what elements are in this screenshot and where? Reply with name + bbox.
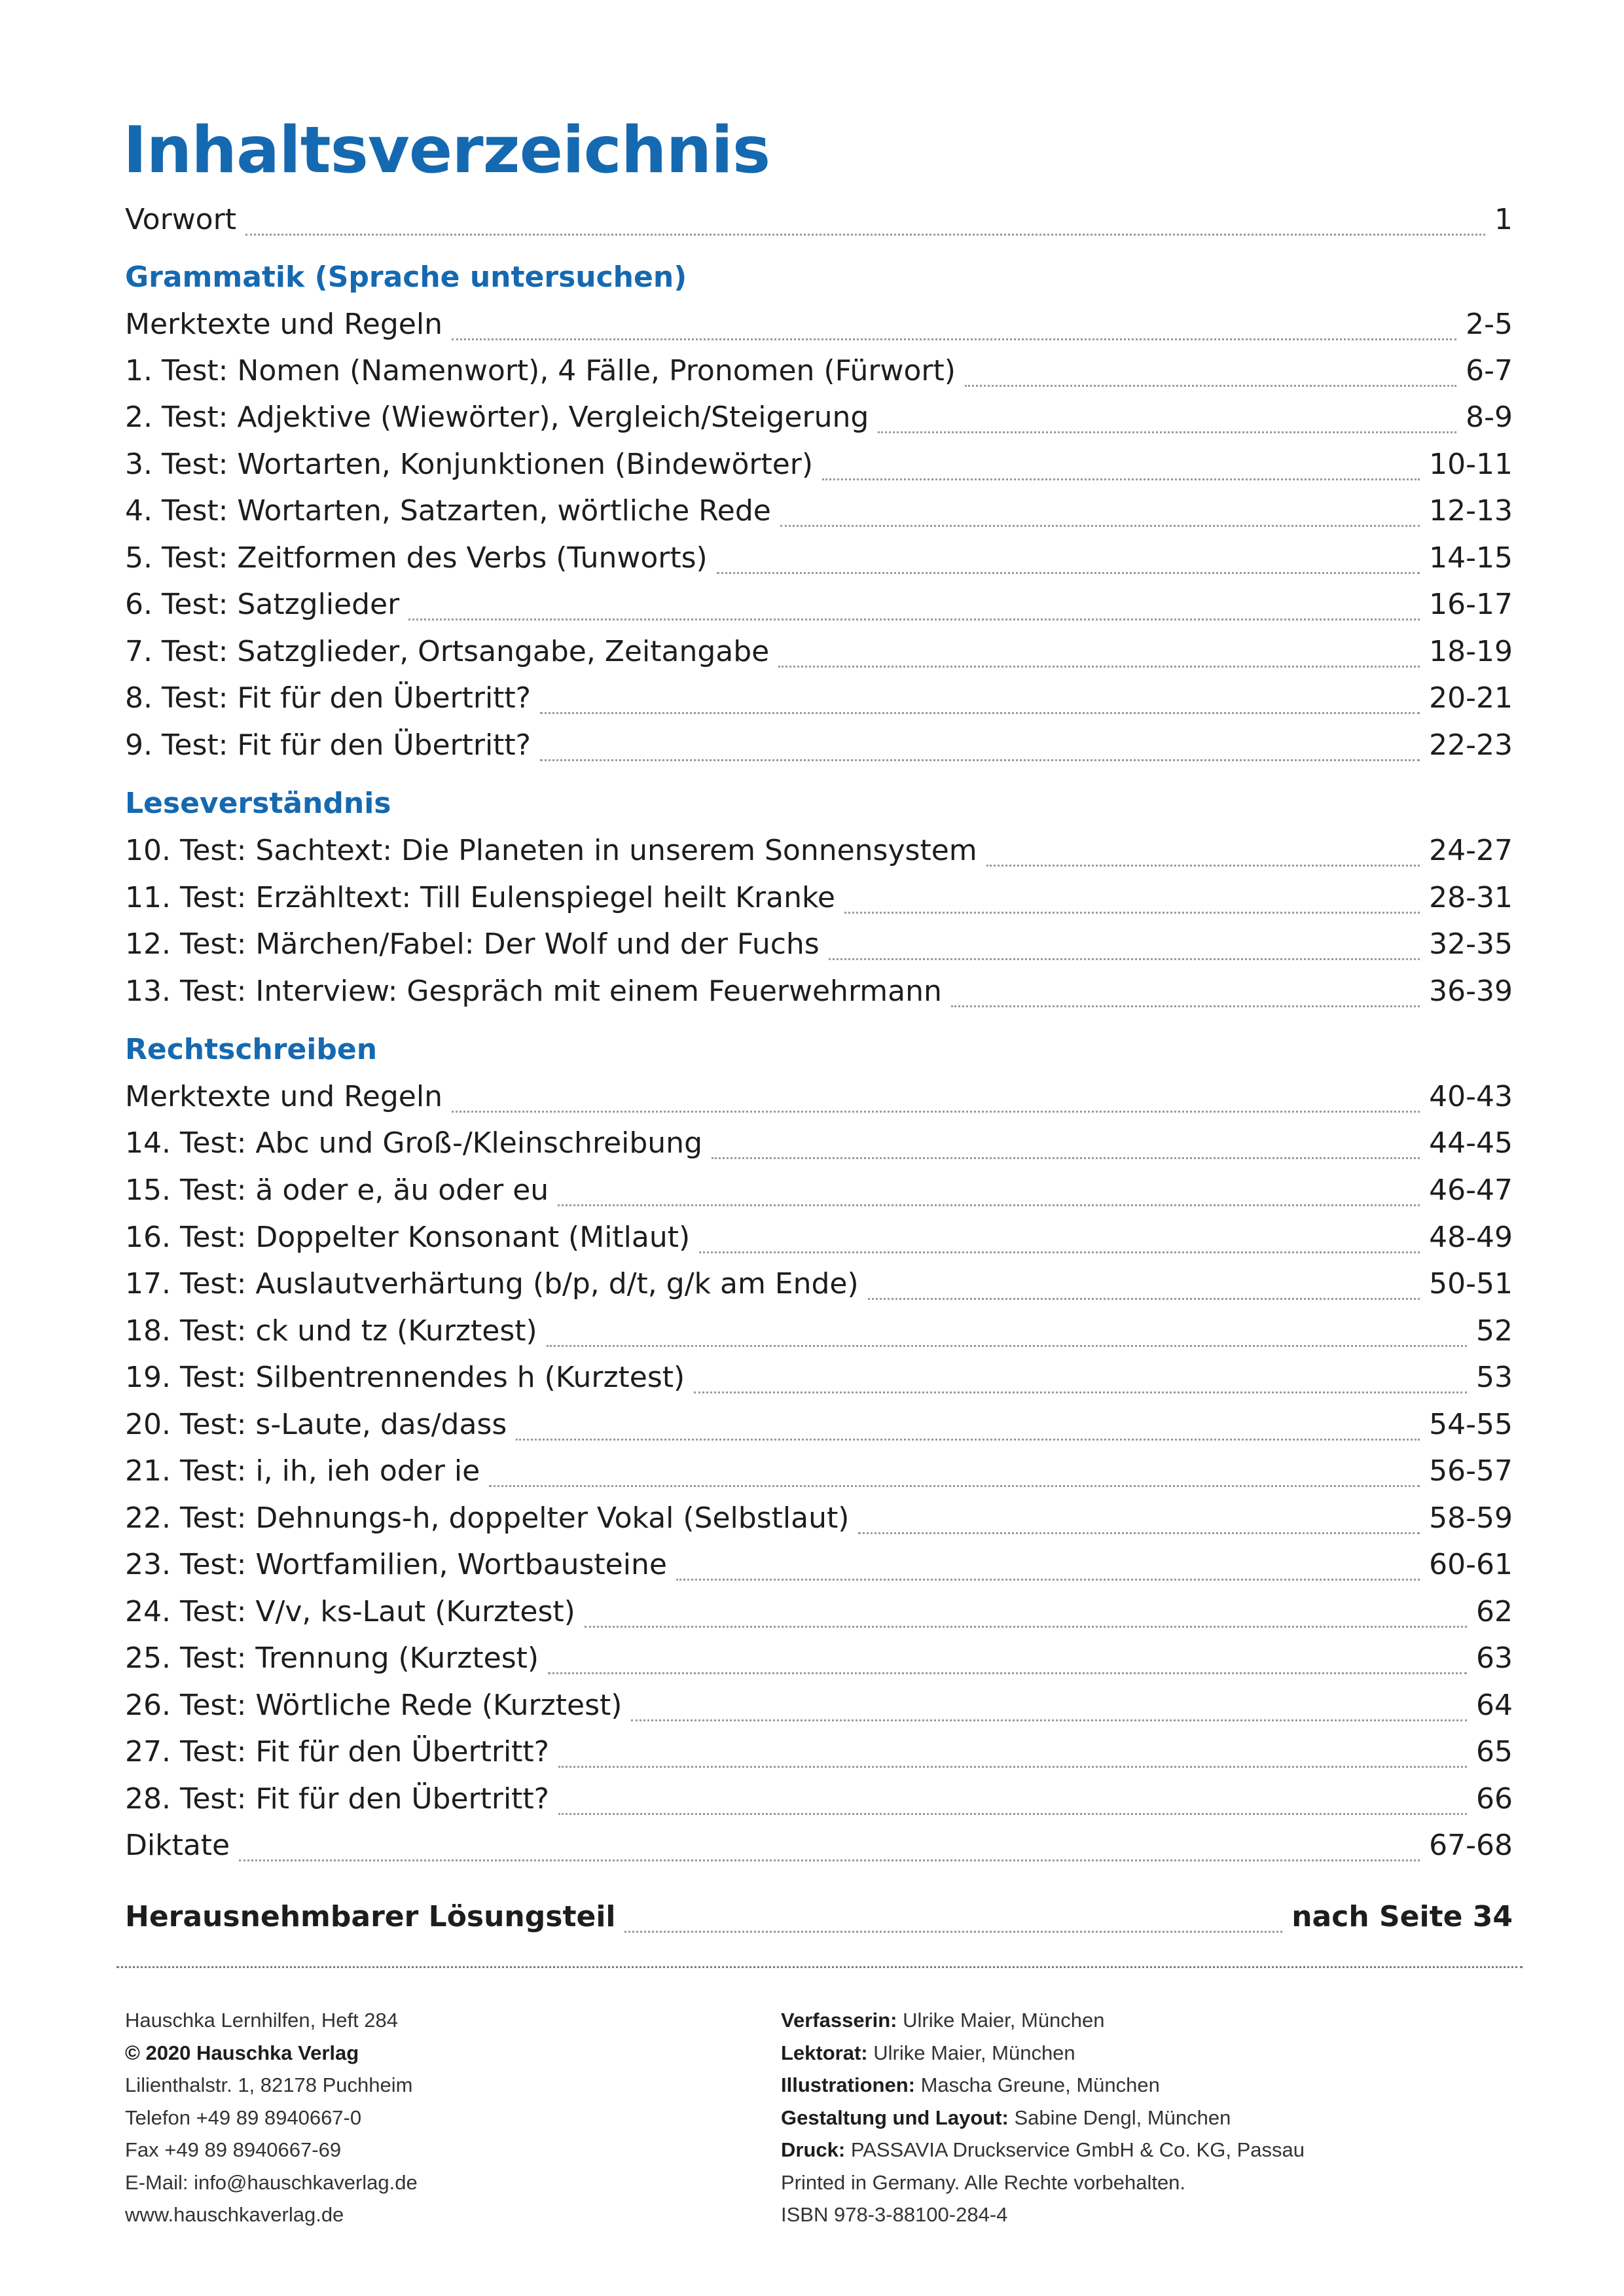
dot-leader xyxy=(858,1522,1420,1534)
toc-entry[interactable] xyxy=(125,1635,1513,1682)
toc-entry-label: 4. Test: Wortarten, Satzarten, wörtliche Rede xyxy=(125,494,771,528)
toc-entry-label: 10. Test: Sachtext: Die Planeten in unserem Sonnensystem xyxy=(125,834,977,867)
toc-entry-page: 46-47 xyxy=(1429,1174,1513,1207)
imprint-printed-in: Printed in Germany. Alle Rechte vorbehalten. xyxy=(781,2170,1186,2194)
toc-entry-page: 60-61 xyxy=(1429,1548,1513,1581)
toc-entry-page: 20-21 xyxy=(1429,681,1513,715)
imprint-author-value: Ulrike Maier, München xyxy=(903,2009,1105,2032)
dot-leader xyxy=(558,1194,1420,1206)
toc-entry[interactable] xyxy=(125,1682,1513,1729)
dot-leader xyxy=(951,995,1420,1007)
dot-leader xyxy=(540,749,1420,761)
imprint-website[interactable]: www.hauschkaverlag.de xyxy=(125,2203,344,2226)
dot-leader xyxy=(624,1920,1282,1933)
toc-entry-page: 28-31 xyxy=(1429,881,1513,914)
toc-entry[interactable] xyxy=(125,488,1513,535)
imprint-isbn: ISBN 978-3-88100-284-4 xyxy=(781,2203,1008,2226)
toc-entry-label: 23. Test: Wortfamilien, Wortbausteine xyxy=(125,1548,667,1581)
section-heading-leseverstaendnis: Leseverständnis xyxy=(125,787,391,820)
toc-entry-label: 8. Test: Fit für den Übertritt? xyxy=(125,681,532,715)
toc-entry[interactable] xyxy=(125,581,1513,628)
toc-entry-label: 21. Test: i, ih, ieh oder ie xyxy=(125,1454,480,1488)
imprint-illustrations xyxy=(781,2069,1305,2102)
toc-entry-label: 1. Test: Nomen (Namenwort), 4 Fälle, Pronomen (Fürwort) xyxy=(125,354,956,387)
dot-leader xyxy=(489,1475,1420,1487)
toc-entry-page: 44-45 xyxy=(1429,1126,1513,1160)
toc-entry-label: 11. Test: Erzähltext: Till Eulenspiegel heilt Kranke xyxy=(125,881,835,914)
imprint-print-label: Druck: xyxy=(781,2138,846,2161)
imprint-design-label: Gestaltung und Layout: xyxy=(781,2106,1009,2129)
imprint-editor-label: Lektorat: xyxy=(781,2041,868,2064)
dot-leader xyxy=(717,562,1420,574)
toc-entry-page: 32-35 xyxy=(1429,927,1513,961)
toc-entry[interactable] xyxy=(125,1401,1513,1448)
imprint-author-label: Verfasserin: xyxy=(781,2009,897,2032)
imprint-design-value: Sabine Dengl, München xyxy=(1014,2106,1231,2129)
toc-entry-label: 17. Test: Auslautverhärtung (b/p, d/t, g/k am Ende) xyxy=(125,1267,859,1300)
toc-entry-page: 65 xyxy=(1476,1735,1513,1768)
toc-entry-page: 1 xyxy=(1494,203,1513,236)
toc-entry-page: 58-59 xyxy=(1429,1501,1513,1535)
toc-entry[interactable] xyxy=(125,1495,1513,1542)
imprint-fax: Fax +49 89 8940667-69 xyxy=(125,2138,342,2161)
dot-leader xyxy=(868,1287,1420,1300)
toc-entry[interactable] xyxy=(125,968,1513,1015)
toc-entry-page: 2-5 xyxy=(1466,308,1513,341)
toc-entry[interactable] xyxy=(125,675,1513,722)
imprint-illustrations-value: Mascha Greune, München xyxy=(920,2073,1160,2096)
imprint-copyright: © 2020 Hauschka Verlag xyxy=(125,2041,359,2064)
toc-entry-page: 6-7 xyxy=(1466,354,1513,387)
toc-entry-label: 28. Test: Fit für den Übertritt? xyxy=(125,1782,550,1816)
dot-leader xyxy=(547,1335,1467,1347)
toc-entry[interactable] xyxy=(125,874,1513,922)
toc-entry-label: 26. Test: Wörtliche Rede (Kurztest) xyxy=(125,1689,623,1722)
dot-leader xyxy=(878,421,1456,433)
toc-entry-page: 12-13 xyxy=(1429,494,1513,528)
toc-entry-page: 62 xyxy=(1476,1595,1513,1628)
toc-entry[interactable] xyxy=(125,827,1513,874)
section-heading-grammatik: Grammatik (Sprache untersuchen) xyxy=(125,260,687,294)
toc-entry-label: 24. Test: V/v, ks-Laut (Kurztest) xyxy=(125,1595,575,1628)
toc-entry[interactable] xyxy=(125,348,1513,395)
toc-entry[interactable] xyxy=(125,722,1513,769)
imprint-print xyxy=(781,2134,1305,2166)
toc-entry[interactable] xyxy=(125,441,1513,488)
dot-leader xyxy=(844,901,1420,914)
dot-leader xyxy=(245,223,1485,236)
dot-leader xyxy=(516,1428,1420,1441)
toc-entry-page: 48-49 xyxy=(1429,1221,1513,1254)
toc-entry-label: 13. Test: Interview: Gespräch mit einem Feuerwehrmann xyxy=(125,975,942,1008)
dot-leader xyxy=(778,655,1420,668)
toc-entry-label: 15. Test: ä oder e, äu oder eu xyxy=(125,1174,549,1207)
footer-divider xyxy=(117,1966,1523,1968)
imprint-publisher xyxy=(125,2004,418,2231)
toc-entry-page: 18-19 xyxy=(1429,635,1513,668)
imprint-author xyxy=(781,2004,1305,2037)
toc-entry-label: 18. Test: ck und tz (Kurztest) xyxy=(125,1314,537,1348)
toc-entry-page: 53 xyxy=(1476,1361,1513,1394)
dot-leader xyxy=(452,1100,1420,1113)
imprint-phone: Telefon +49 89 8940667-0 xyxy=(125,2106,362,2129)
dot-leader xyxy=(558,1803,1467,1815)
dot-leader xyxy=(548,1662,1467,1674)
toc-entry-label: 14. Test: Abc und Groß-/Kleinschreibung xyxy=(125,1126,702,1160)
toc-entry-label: 2. Test: Adjektive (Wiewörter), Vergleich/Steigerung xyxy=(125,401,869,434)
imprint-editor-value: Ulrike Maier, München xyxy=(873,2041,1075,2064)
toc-entry-page: 8-9 xyxy=(1466,401,1513,434)
toc-entry-label: Vorwort xyxy=(125,203,236,236)
toc-entry-page: 67-68 xyxy=(1429,1829,1513,1862)
toc-entry-page: 10-11 xyxy=(1429,448,1513,481)
toc-entry[interactable] xyxy=(125,1448,1513,1495)
toc-entry-label: 27. Test: Fit für den Übertritt? xyxy=(125,1735,550,1768)
dot-leader xyxy=(452,328,1456,340)
toc-entry-label: 7. Test: Satzglieder, Ortsangabe, Zeitangabe xyxy=(125,635,770,668)
imprint-print-value: PASSAVIA Druckservice GmbH & Co. KG, Passau xyxy=(850,2138,1305,2161)
dot-leader xyxy=(712,1147,1420,1159)
toc-entry-page: 50-51 xyxy=(1429,1267,1513,1300)
toc-entry-page: 22-23 xyxy=(1429,728,1513,762)
dot-leader xyxy=(694,1381,1467,1393)
dot-leader xyxy=(965,374,1456,387)
toc-entry[interactable] xyxy=(125,1073,1513,1121)
toc-entry[interactable] xyxy=(125,1167,1513,1214)
toc-entry-page: 14-15 xyxy=(1429,541,1513,575)
toc-entry[interactable] xyxy=(125,1214,1513,1261)
toc-entry-label: 16. Test: Doppelter Konsonant (Mitlaut) xyxy=(125,1221,691,1254)
toc-entry-label: 12. Test: Märchen/Fabel: Der Wolf und der Fuchs xyxy=(125,927,820,961)
imprint-illustrations-label: Illustrationen: xyxy=(781,2073,915,2096)
toc-entry-label: 22. Test: Dehnungs-h, doppelter Vokal (Selbstlaut) xyxy=(125,1501,850,1535)
imprint-editor xyxy=(781,2037,1305,2070)
toc-entry-page: 63 xyxy=(1476,1641,1513,1675)
toc-entry-label: Diktate xyxy=(125,1829,230,1862)
section-heading-rechtschreiben: Rechtschreiben xyxy=(125,1033,378,1066)
toc-entry-vorwort[interactable] xyxy=(125,196,1513,243)
dot-leader xyxy=(676,1568,1420,1581)
toc-entry-label: 20. Test: s-Laute, das/dass xyxy=(125,1408,507,1441)
toc-entry-page: 36-39 xyxy=(1429,975,1513,1008)
toc-entry-label: 25. Test: Trennung (Kurztest) xyxy=(125,1641,539,1675)
toc-entry-label: Merktexte und Regeln xyxy=(125,308,442,341)
toc-entry-label: Merktexte und Regeln xyxy=(125,1080,442,1113)
toc-entry-page: 54-55 xyxy=(1429,1408,1513,1441)
toc-entry-label: 19. Test: Silbentrennendes h (Kurztest) xyxy=(125,1361,685,1394)
toc-entry[interactable] xyxy=(125,628,1513,675)
toc-entry[interactable] xyxy=(125,1729,1513,1776)
imprint-email[interactable]: E-Mail: info@hauschkaverlag.de xyxy=(125,2170,418,2194)
toc-entry-label: Herausnehmbarer Lösungsteil xyxy=(125,1900,616,1933)
toc-entry-loesungsteil[interactable] xyxy=(125,1893,1513,1941)
imprint-credits xyxy=(781,2004,1305,2231)
toc-entry-label: 6. Test: Satzglieder xyxy=(125,588,400,621)
imprint-design xyxy=(781,2102,1305,2134)
dot-leader xyxy=(408,608,1420,620)
toc-entry[interactable] xyxy=(125,394,1513,441)
dot-leader xyxy=(558,1755,1467,1768)
toc-entry[interactable] xyxy=(125,921,1513,968)
toc-entry[interactable] xyxy=(125,1120,1513,1167)
toc-entry-page: 52 xyxy=(1476,1314,1513,1348)
dot-leader xyxy=(239,1849,1420,1861)
toc-entry-label: 9. Test: Fit für den Übertritt? xyxy=(125,728,532,762)
toc-entry-page: 24-27 xyxy=(1429,834,1513,867)
toc-entry-page: 64 xyxy=(1476,1689,1513,1722)
toc-entry-page: nach Seite 34 xyxy=(1291,1900,1513,1933)
imprint-series: Hauschka Lernhilfen, Heft 284 xyxy=(125,2009,399,2032)
toc-entry-label: 5. Test: Zeitformen des Verbs (Tunworts) xyxy=(125,541,708,575)
dot-leader xyxy=(585,1615,1467,1628)
dot-leader xyxy=(631,1709,1467,1721)
toc-entry[interactable] xyxy=(125,1354,1513,1401)
dot-leader xyxy=(986,854,1420,867)
page-title: Inhaltsverzeichnis xyxy=(123,113,770,188)
dot-leader xyxy=(829,948,1420,960)
toc-entry[interactable] xyxy=(125,1776,1513,1823)
toc-entry-label: 3. Test: Wortarten, Konjunktionen (Bindewörter) xyxy=(125,448,814,481)
toc-entry[interactable] xyxy=(125,535,1513,582)
toc-entry-page: 66 xyxy=(1476,1782,1513,1816)
dot-leader xyxy=(780,514,1420,527)
toc-entry[interactable] xyxy=(125,1261,1513,1308)
dot-leader xyxy=(822,468,1420,480)
toc-entry[interactable] xyxy=(125,1308,1513,1355)
toc-entry-page: 40-43 xyxy=(1429,1080,1513,1113)
toc-entry[interactable] xyxy=(125,1822,1513,1869)
toc-entry[interactable] xyxy=(125,1541,1513,1588)
dot-leader xyxy=(540,702,1420,714)
toc-entry-page: 16-17 xyxy=(1429,588,1513,621)
dot-leader xyxy=(699,1241,1420,1253)
toc-entry[interactable] xyxy=(125,301,1513,348)
toc-entry-page: 56-57 xyxy=(1429,1454,1513,1488)
imprint-address: Lilienthalstr. 1, 82178 Puchheim xyxy=(125,2073,413,2096)
toc-entry[interactable] xyxy=(125,1588,1513,1636)
